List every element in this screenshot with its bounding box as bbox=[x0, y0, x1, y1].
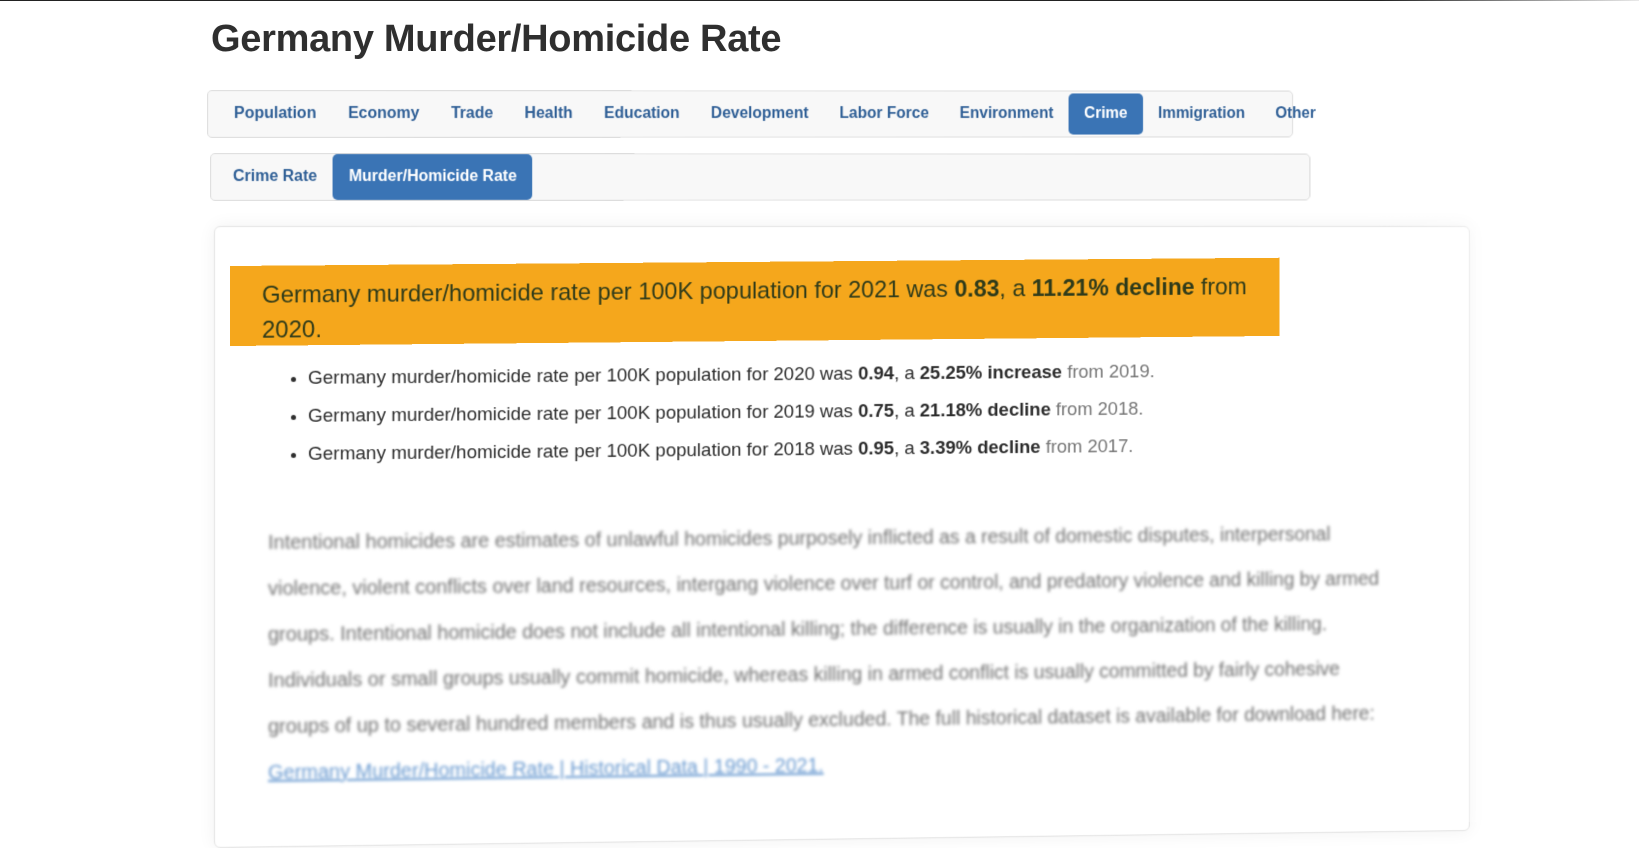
list-item bbox=[308, 436, 1189, 466]
list-item bbox=[308, 398, 1189, 427]
bullet-mid: , a bbox=[894, 438, 920, 460]
description-text: Intentional homicides are estimates of unlawful homicides purposely inflicted as a result of domestic disputes, interpersonal violence, violent conflicts over land resources, intergang violence over turf or control, and predatory violence and killing by armed groups. Intentional homicide does not include all intentional killing; the difference is usually in the organization of the killing. Individuals or small groups usually commit homicide, whereas killing in armed conflict is usually committed by fairly cohesive groups of up to several hundred members and is thus usually excluded. The full historical dataset is available for download here: bbox=[268, 523, 1380, 738]
page-title: Germany Murder/Homicide Rate bbox=[211, 18, 782, 60]
headline-change: 11.21% decline bbox=[1031, 274, 1195, 302]
bullet-value: 0.95 bbox=[858, 438, 895, 460]
history-list bbox=[286, 361, 1189, 482]
bullet-suffix: from 2019. bbox=[1062, 361, 1155, 383]
bullet-mid: , a bbox=[894, 400, 920, 422]
historical-data-link[interactable]: Germany Murder/Homicide Rate | Historical Data | 1990 - 2021. bbox=[268, 754, 824, 784]
tab-development[interactable]: Development bbox=[710, 105, 809, 122]
bullet-suffix: from 2018. bbox=[1050, 398, 1144, 421]
headline-prefix: Germany murder/homicide rate per 100K population for 2021 was bbox=[261, 276, 955, 309]
category-nav bbox=[207, 90, 1316, 138]
tab-crime[interactable]: Crime bbox=[1069, 93, 1143, 134]
bullet-value: 0.75 bbox=[858, 400, 895, 422]
crime-subnav bbox=[210, 153, 1310, 201]
bullet-mid: , a bbox=[894, 363, 920, 385]
tab-labor-force[interactable]: Labor Force bbox=[839, 105, 929, 122]
tab-environment[interactable]: Environment bbox=[959, 105, 1054, 122]
top-border bbox=[0, 0, 1639, 1]
subtab-crime-rate[interactable]: Crime Rate bbox=[232, 168, 318, 185]
headline-suffix: from 2020. bbox=[261, 273, 1247, 344]
description-paragraph bbox=[268, 512, 1380, 796]
tab-education[interactable]: Education bbox=[604, 105, 680, 122]
bullet-change: 25.25% increase bbox=[919, 362, 1063, 384]
headline-banner bbox=[230, 258, 1280, 346]
subtab-murder-homicide-rate[interactable]: Murder/Homicide Rate bbox=[333, 154, 532, 200]
bullet-change: 3.39% decline bbox=[919, 437, 1041, 459]
bullet-prefix: Germany murder/homicide rate per 100K population for 2018 was bbox=[307, 438, 859, 465]
bullet-change: 21.18% decline bbox=[919, 399, 1051, 422]
tab-other[interactable]: Other bbox=[1275, 105, 1316, 122]
bullet-prefix: Germany murder/homicide rate per 100K population for 2020 was bbox=[307, 363, 859, 389]
tab-trade[interactable]: Trade bbox=[451, 105, 494, 122]
bullet-suffix: from 2017. bbox=[1040, 436, 1134, 458]
tab-immigration[interactable]: Immigration bbox=[1158, 105, 1246, 122]
tab-health[interactable]: Health bbox=[524, 105, 573, 122]
tab-population[interactable]: Population bbox=[233, 105, 317, 122]
bullet-prefix: Germany murder/homicide rate per 100K population for 2019 was bbox=[307, 401, 859, 427]
headline-mid: , a bbox=[999, 275, 1032, 303]
bullet-value: 0.94 bbox=[858, 363, 895, 385]
headline-value: 0.83 bbox=[954, 275, 1000, 303]
tab-economy[interactable]: Economy bbox=[348, 105, 420, 122]
